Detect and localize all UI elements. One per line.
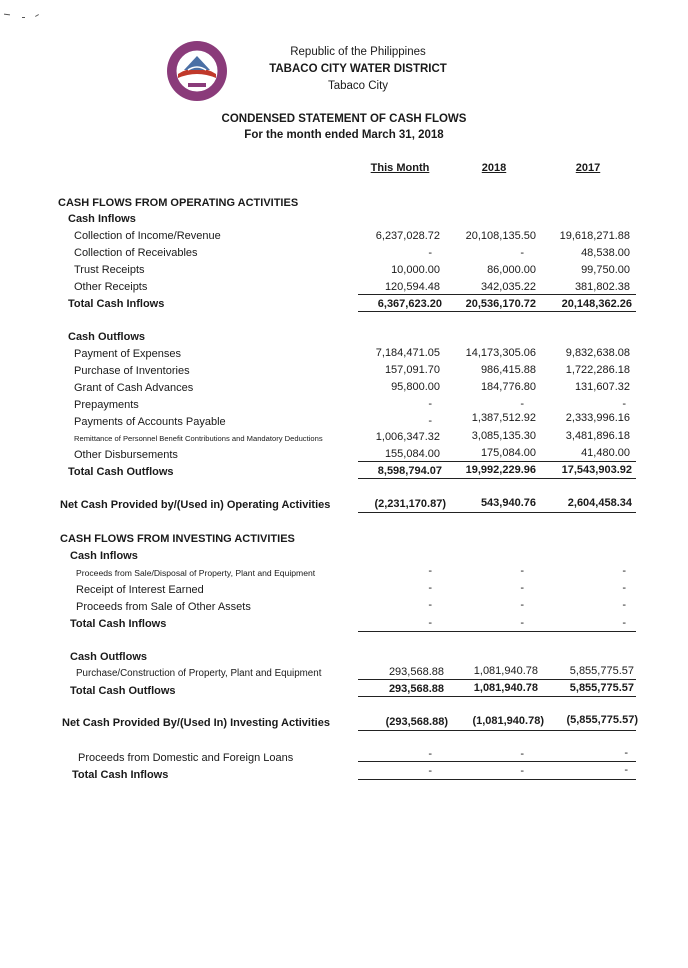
cell-this-month: 1,006,347.32 <box>375 431 440 443</box>
subtotal-rule <box>358 679 636 680</box>
row-label: Total Cash Outflows <box>70 685 176 697</box>
row-label: Total Cash Inflows <box>70 618 167 630</box>
cell-2017: 48,538.00 <box>581 247 630 259</box>
cell-2018: 19,992,229.96 <box>465 464 536 476</box>
cell-2018: - <box>520 765 524 777</box>
section-heading-operating: CASH FLOWS FROM OPERATING ACTIVITIES <box>58 197 299 209</box>
cell-this-month: 157,091.70 <box>384 364 440 376</box>
net-rule <box>358 512 636 513</box>
cell-2017: 41,480.00 <box>581 447 630 459</box>
cell-2017: - <box>622 617 626 629</box>
cell-2017: 5,855,775.57 <box>569 665 634 677</box>
cell-2018: 1,081,940.78 <box>473 665 538 677</box>
row-label: Total Cash Inflows <box>68 298 165 310</box>
scan-mark <box>4 14 10 16</box>
cell-2018: - <box>520 748 524 760</box>
cell-2018: 986,415.88 <box>480 364 536 376</box>
row-label: Other Disbursements <box>74 449 178 461</box>
cell-this-month: - <box>428 599 432 611</box>
row-label: Net Cash Provided by/(Used in) Operating Activities <box>60 499 331 511</box>
scan-mark <box>22 17 25 18</box>
republic-line: Republic of the Philippines <box>290 46 426 58</box>
cell-2018: (1,081,940.78) <box>472 715 544 727</box>
cell-this-month: 8,598,794.07 <box>377 465 442 477</box>
total-rule <box>358 478 636 479</box>
cell-2017: 2,333,996.16 <box>565 412 630 424</box>
row-label: Proceeds from Sale/Disposal of Property, Plant and Equipment <box>76 568 316 578</box>
cell-2017: 99,750.00 <box>581 264 630 276</box>
cell-2017: - <box>624 747 628 759</box>
row-label: Collection of Income/Revenue <box>74 230 221 242</box>
cell-2018: 14,173,305.06 <box>465 347 536 359</box>
cell-2018: 20,108,135.50 <box>465 230 536 242</box>
row-label: Purchase of Inventories <box>74 365 190 377</box>
cell-this-month: 95,800.00 <box>391 381 440 393</box>
column-header-2018: 2018 <box>481 162 507 174</box>
cell-2017: 2,604,458.34 <box>567 497 632 509</box>
cell-2017: - <box>622 599 626 611</box>
cell-2018: 543,940.76 <box>480 497 536 509</box>
net-rule <box>358 730 636 731</box>
statement-period: For the month ended March 31, 2018 <box>244 129 444 141</box>
column-header-this-month: This Month <box>370 162 430 174</box>
cell-this-month: - <box>428 748 432 760</box>
row-label: Remittance of Personnel Benefit Contributions and Mandatory Deductions <box>74 434 323 443</box>
column-header-2017: 2017 <box>575 162 601 174</box>
cell-2018: - <box>520 599 524 611</box>
cell-2017: 5,855,775.57 <box>569 682 634 694</box>
row-label: Receipt of Interest Earned <box>76 584 204 596</box>
cell-2017: - <box>622 582 626 594</box>
row-label: Proceeds from Sale of Other Assets <box>76 601 251 613</box>
cell-2017: - <box>624 764 628 776</box>
cell-this-month: 293,568.88 <box>388 683 444 695</box>
total-rule <box>358 779 636 780</box>
row-label: Total Cash Outflows <box>68 466 174 478</box>
cell-this-month: - <box>428 398 432 410</box>
row-label: Purchase/Construction of Property, Plant and Equipment <box>76 668 322 679</box>
cell-2017: 19,618,271.88 <box>559 230 630 242</box>
total-rule <box>358 696 636 697</box>
scan-mark <box>35 14 39 17</box>
city-line: Tabaco City <box>327 80 389 92</box>
row-label: Total Cash Inflows <box>72 769 169 781</box>
cell-2018: - <box>520 247 524 259</box>
cell-this-month: (2,231,170.87) <box>374 498 446 510</box>
cell-this-month: 155,084.00 <box>384 448 440 460</box>
row-label: Proceeds from Domestic and Foreign Loans <box>78 752 294 764</box>
statement-title: CONDENSED STATEMENT OF CASH FLOWS <box>221 113 467 125</box>
cell-this-month: - <box>428 582 432 594</box>
subtotal-rule <box>358 461 636 462</box>
cell-this-month: 120,594.48 <box>384 281 440 293</box>
row-label: Trust Receipts <box>74 264 145 276</box>
cell-2017: 381,802.38 <box>574 281 630 293</box>
cell-this-month: 6,237,028.72 <box>375 230 440 242</box>
cell-2018: - <box>520 582 524 594</box>
cell-2017: 131,607.32 <box>574 381 630 393</box>
cell-2018: - <box>520 565 524 577</box>
cell-2018: 175,084.00 <box>480 447 536 459</box>
cell-this-month: 293,568.88 <box>388 666 444 678</box>
cell-2017: - <box>622 565 626 577</box>
cell-2017: 9,832,638.08 <box>565 347 630 359</box>
cell-2018: 1,387,512.92 <box>471 412 536 424</box>
cell-2018: 20,536,170.72 <box>465 298 536 310</box>
row-label: Payments of Accounts Payable <box>74 416 226 428</box>
cell-2018: 1,081,940.78 <box>473 682 538 694</box>
cell-2017: 20,148,362.26 <box>561 298 632 310</box>
subheading-cash-inflows: Cash Inflows <box>70 550 138 562</box>
cell-this-month: - <box>428 565 432 577</box>
agency-name: TABACO CITY WATER DISTRICT <box>269 63 447 75</box>
row-label: Other Receipts <box>74 281 148 293</box>
section-heading-investing: CASH FLOWS FROM INVESTING ACTIVITIES <box>60 533 295 545</box>
cell-2017: 3,481,896.18 <box>565 430 630 442</box>
cell-2017: - <box>622 398 626 410</box>
cell-2017: 17,543,903.92 <box>561 464 632 476</box>
row-label: Collection of Receivables <box>74 247 198 259</box>
subheading-cash-inflows: Cash Inflows <box>68 213 136 225</box>
cell-2018: 86,000.00 <box>487 264 536 276</box>
row-label: Grant of Cash Advances <box>74 382 194 394</box>
cell-2018: - <box>520 398 524 410</box>
cell-2018: 184,776.80 <box>480 381 536 393</box>
cell-this-month: 6,367,623.20 <box>377 298 442 310</box>
cell-2017: (5,855,775.57) <box>566 714 638 726</box>
cell-2018: - <box>520 617 524 629</box>
row-label: Net Cash Provided By/(Used In) Investing Activities <box>62 717 330 729</box>
subheading-cash-outflows: Cash Outflows <box>70 651 148 663</box>
total-rule <box>358 631 636 632</box>
cell-this-month: (293,568.88) <box>385 716 448 728</box>
total-rule <box>358 311 636 312</box>
cell-2018: 342,035.22 <box>480 281 536 293</box>
subtotal-rule <box>358 294 636 295</box>
cell-2017: 1,722,286.18 <box>565 364 630 376</box>
cell-this-month: - <box>428 247 432 259</box>
cell-this-month: 10,000.00 <box>391 264 440 276</box>
cell-this-month: 7,184,471.05 <box>375 347 440 359</box>
row-label: Payment of Expenses <box>74 348 182 360</box>
cell-2018: 3,085,135.30 <box>471 430 536 442</box>
cell-this-month: - <box>428 765 432 777</box>
cell-this-month: - <box>428 617 432 629</box>
subtotal-rule <box>358 761 636 762</box>
subheading-cash-outflows: Cash Outflows <box>68 331 146 343</box>
row-label: Prepayments <box>74 399 139 411</box>
cell-this-month: - <box>428 415 432 427</box>
